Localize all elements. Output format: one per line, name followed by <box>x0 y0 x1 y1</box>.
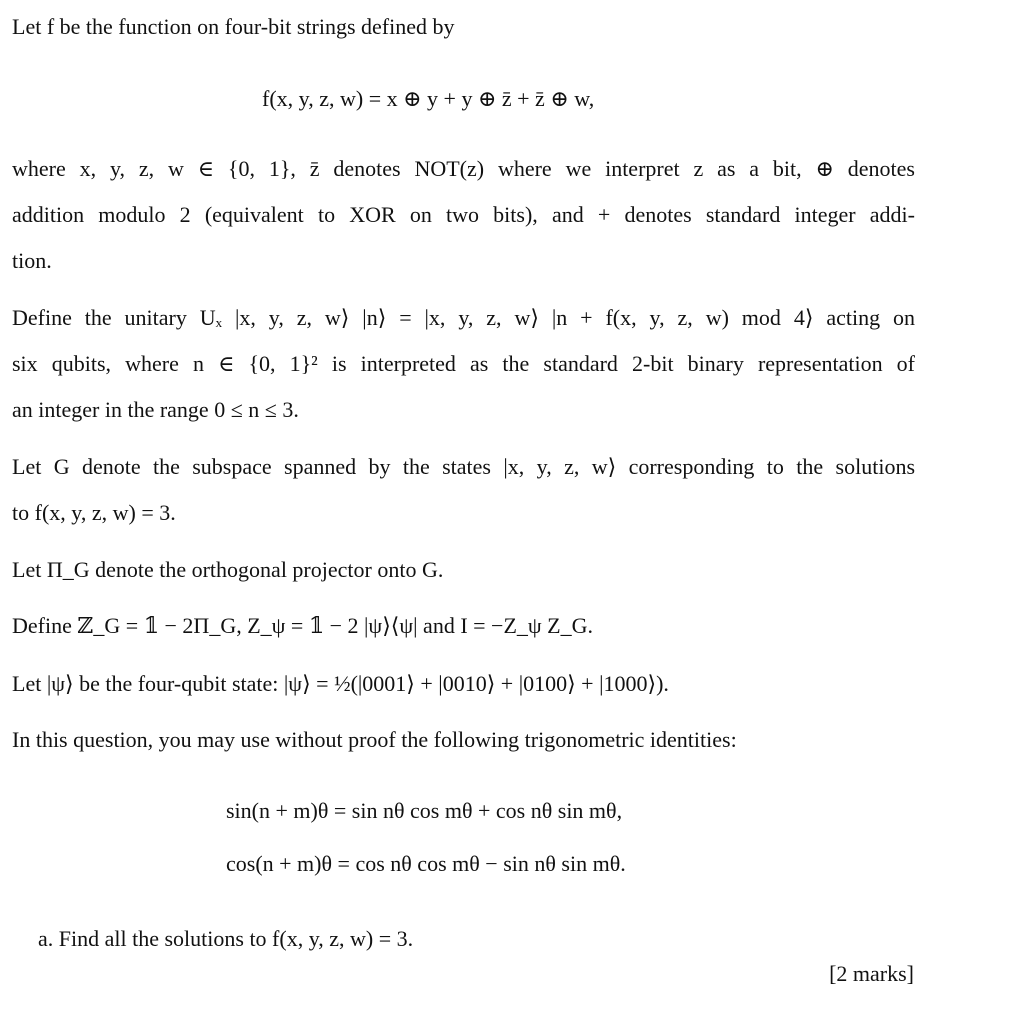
identities-intro: In this question, you may use without proof the following trigonometric identities: <box>12 727 737 752</box>
where-line-1: where x, y, z, w ∈ {0, 1}, z̄ denotes NOT(z) where we interpret z as a bit, ⊕ denotes <box>12 156 915 181</box>
where-line-2: addition modulo 2 (equivalent to XOR on two bits), and + denotes standard integer addi- <box>12 202 915 227</box>
intro-text: Let f be the function on four-bit strings defined by <box>12 14 455 39</box>
marks-label: [2 marks] <box>829 961 914 986</box>
question-a: a. Find all the solutions to f(x, y, z, w) = 3. <box>38 926 414 951</box>
subspace-line-1: Let G denote the subspace spanned by the states |x, y, z, w⟩ corresponding to the solutions <box>12 454 915 479</box>
where-line-3: tion. <box>12 248 52 273</box>
define-operators-line: Define ℤ_G = 𝟙 − 2Π_G, Z_ψ = 𝟙 − 2 |ψ⟩⟨ψ| and I = −Z_ψ Z_G. <box>12 613 593 638</box>
identity-cos: cos(n + m)θ = cos nθ cos mθ − sin nθ sin mθ. <box>226 851 626 876</box>
unitary-line-1: Define the unitary Uₓ |x, y, z, w⟩ |n⟩ = |x, y, z, w⟩ |n + f(x, y, z, w) mod 4⟩ acting on <box>12 305 915 330</box>
unitary-line-3: an integer in the range 0 ≤ n ≤ 3. <box>12 397 299 422</box>
psi-state-line: Let |ψ⟩ be the four-qubit state: |ψ⟩ = ½(|0001⟩ + |0010⟩ + |0100⟩ + |1000⟩). <box>12 671 669 696</box>
unitary-line-2: six qubits, where n ∈ {0, 1}² is interpreted as the standard 2-bit binary representation of <box>12 351 915 376</box>
identity-sin: sin(n + m)θ = sin nθ cos mθ + cos nθ sin mθ, <box>226 798 623 823</box>
function-definition-equation: f(x, y, z, w) = x ⊕ y + y ⊕ z̄ + z̄ ⊕ w, <box>262 86 595 111</box>
subspace-line-2: to f(x, y, z, w) = 3. <box>12 500 176 525</box>
projector-line: Let Π_G denote the orthogonal projector onto G. <box>12 557 444 582</box>
